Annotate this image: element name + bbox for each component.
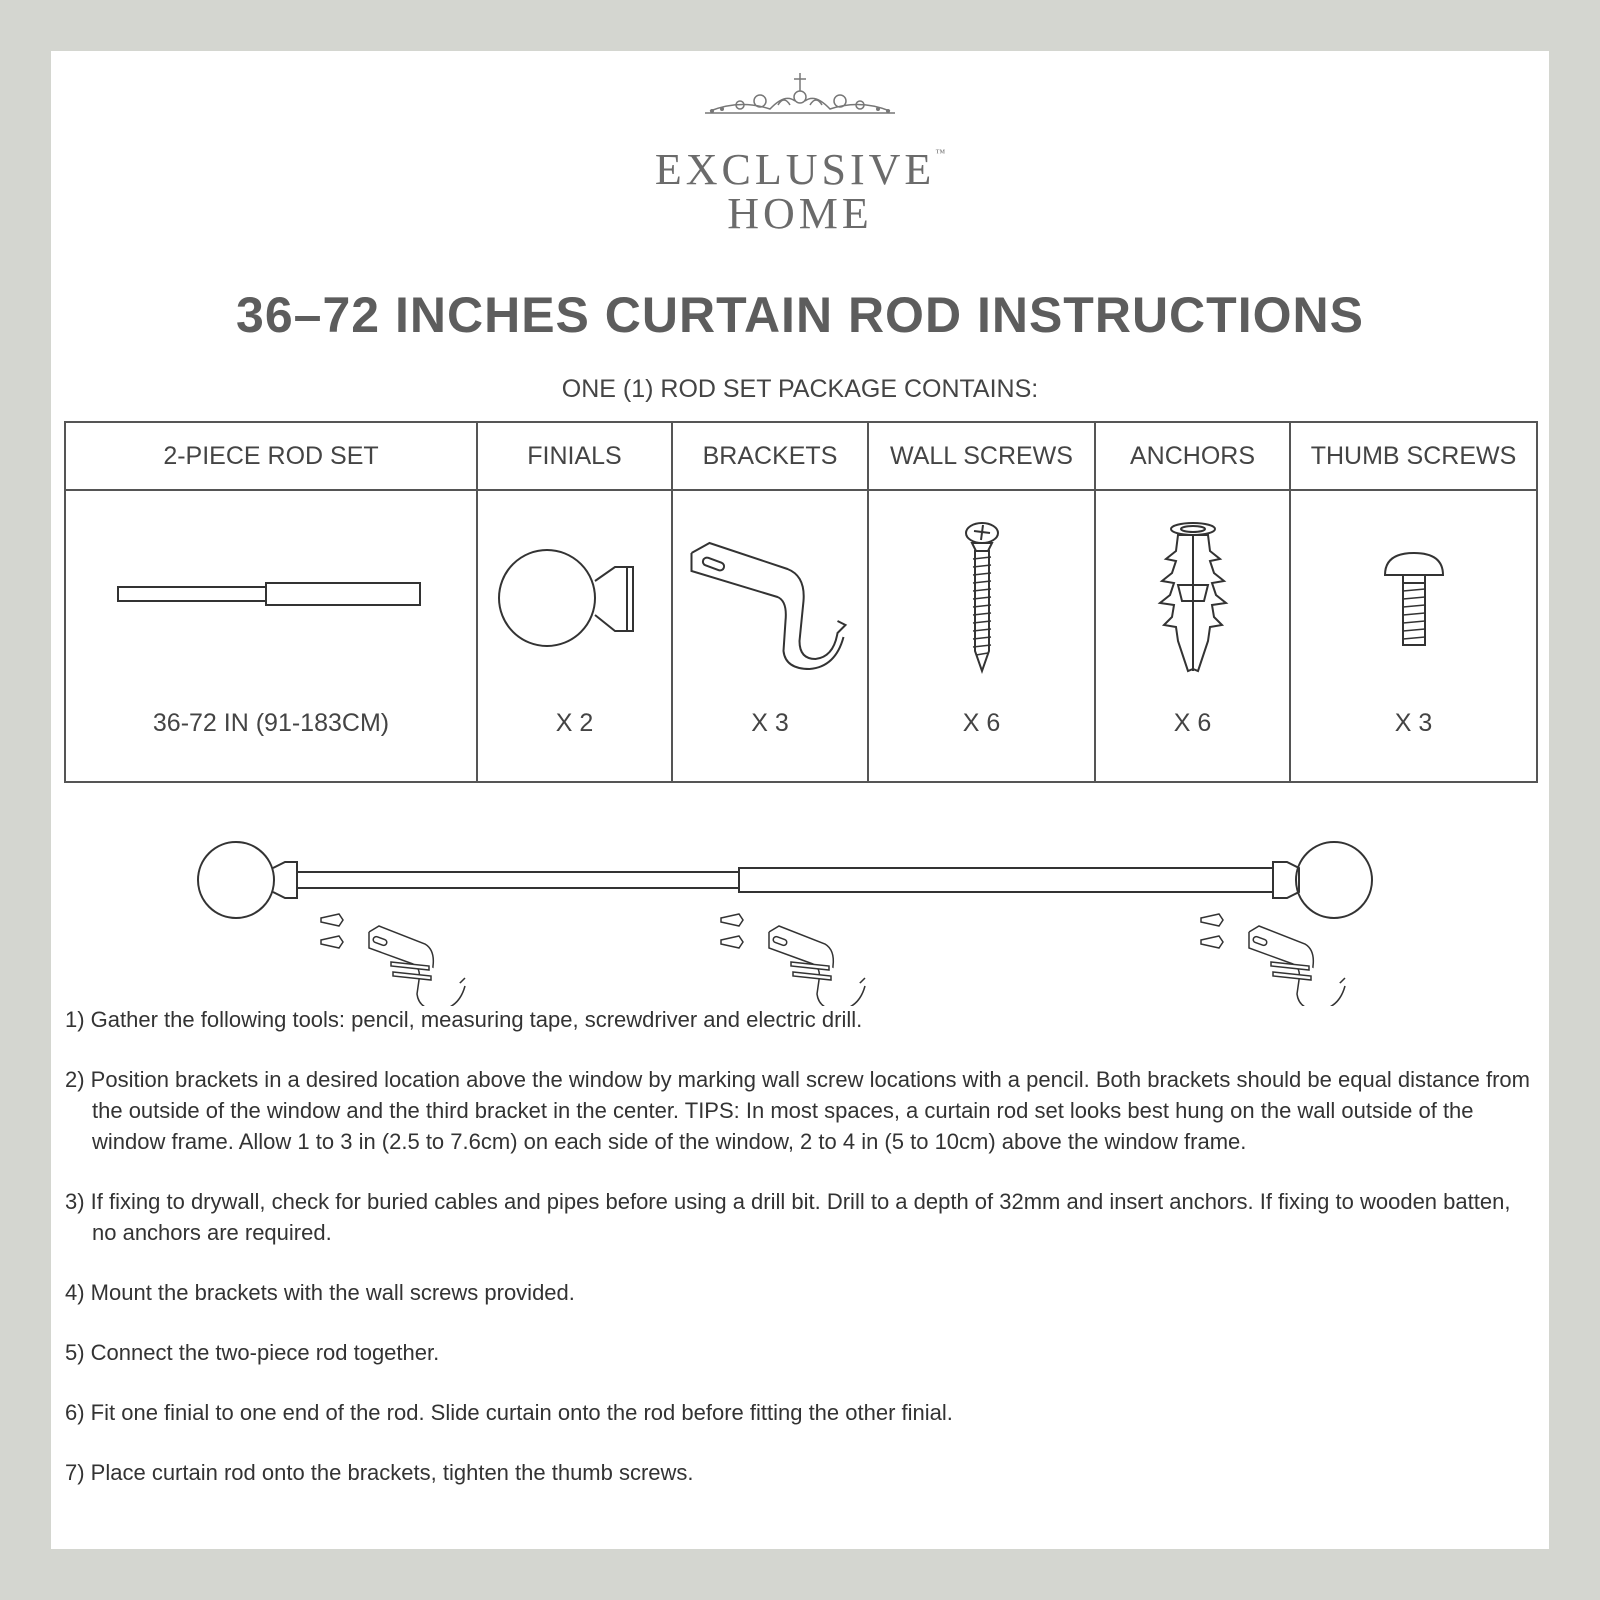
part-quantity: X 3	[1394, 709, 1433, 737]
column-header: 2-PIECE ROD SET	[65, 422, 477, 490]
wall-screw-icon	[952, 521, 1012, 681]
instruction-step: 7) Place curtain rod onto the brackets, tighten the thumb screws.	[65, 1460, 694, 1485]
column-header: WALL SCREWS	[868, 422, 1095, 490]
bracket-icon	[321, 914, 465, 1006]
part-quantity: X 6	[962, 709, 1001, 737]
anchor-icon	[1148, 521, 1238, 681]
column-header: BRACKETS	[672, 422, 868, 490]
instruction-step: 6) Fit one finial to one end of the rod. Slide curtain onto the rod before fitting the other finial.	[65, 1400, 953, 1425]
rod-icon	[116, 579, 426, 609]
column-header: FINIALS	[477, 422, 672, 490]
column-header: ANCHORS	[1095, 422, 1290, 490]
table-header-row	[65, 422, 1537, 490]
thumb-screw-icon	[1379, 549, 1449, 659]
brand-name-line1: EXCLUSIVE	[654, 145, 936, 194]
table-cell	[672, 490, 868, 782]
instruction-step: 2) Position brackets in a desired location above the window by marking wall screw locations with a pencil. Both brackets should be equal distance from the outside of the window and the third bracket in the center. TIPS: In most spaces, a curtain rod set looks best hung on the wall outside of the window frame. Allow 1 to 3 in (2.5 to 7.6cm) on each side of the window, 2 to 4 in (5 to 10cm) above the window frame.	[65, 1067, 1530, 1154]
column-header: THUMB SCREWS	[1290, 422, 1537, 490]
table-cell	[1290, 490, 1537, 782]
part-quantity: X 2	[555, 709, 594, 737]
page-title: 36–72 INCHES CURTAIN ROD INSTRUCTIONS	[236, 287, 1364, 343]
table-cell	[65, 490, 477, 782]
instruction-step: 5) Connect the two-piece rod together.	[65, 1340, 440, 1365]
package-heading: ONE (1) ROD SET PACKAGE CONTAINS:	[561, 375, 1039, 403]
bracket-icon	[721, 914, 865, 1006]
trademark: ™	[935, 148, 946, 159]
bracket-icon	[688, 541, 853, 671]
table-cell	[1095, 490, 1290, 782]
table-row	[65, 490, 1537, 782]
instruction-steps	[65, 1004, 1535, 1517]
brand-logo	[51, 71, 1549, 236]
table-cell	[868, 490, 1095, 782]
instruction-step: 3) If fixing to drywall, check for buried cables and pipes before using a drill bit. Drill to a depth of 32mm and insert anchors. If fixing to wooden batten, no anchors are required.	[65, 1189, 1511, 1245]
part-quantity: X 6	[1173, 709, 1212, 737]
assembly-diagram	[51, 806, 1549, 1006]
finial-icon	[495, 543, 655, 653]
brand-name-line2: HOME	[727, 189, 873, 238]
assembled-rod-icon	[198, 842, 1372, 918]
instruction-step: 4) Mount the brackets with the wall screws provided.	[65, 1280, 575, 1305]
bracket-icon	[1201, 914, 1345, 1006]
ornament-icon	[700, 71, 900, 116]
table-cell	[477, 490, 672, 782]
package-contents-table	[64, 421, 1538, 783]
part-quantity: 36-72 IN (91-183CM)	[152, 709, 390, 737]
instruction-sheet	[51, 51, 1549, 1549]
part-quantity: X 3	[751, 709, 789, 737]
instruction-step: 1) Gather the following tools: pencil, measuring tape, screwdriver and electric drill.	[65, 1007, 863, 1032]
